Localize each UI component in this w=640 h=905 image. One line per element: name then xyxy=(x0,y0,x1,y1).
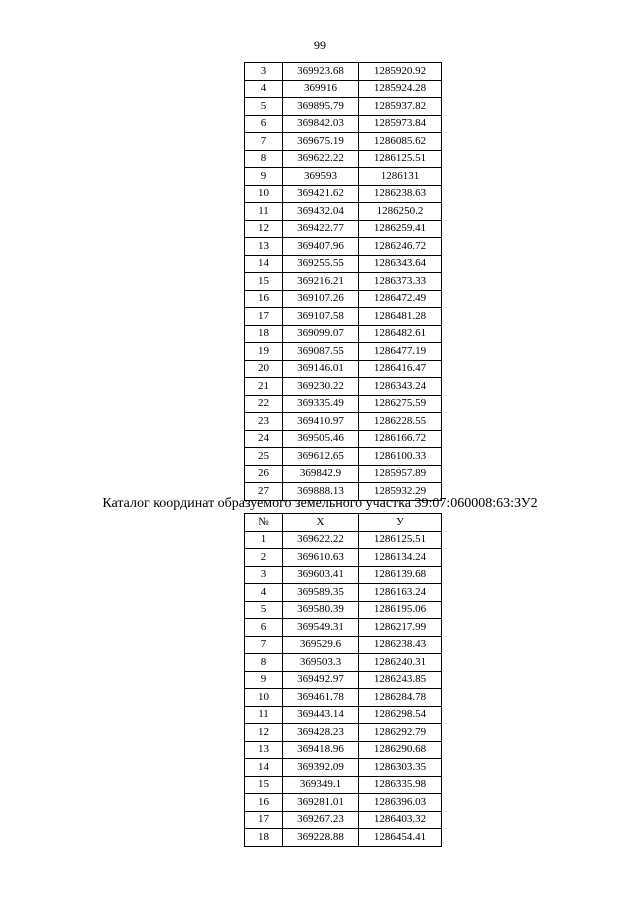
point-number: 23 xyxy=(245,413,283,431)
coord-x: 369255.55 xyxy=(283,255,359,273)
coord-x: 369216.21 xyxy=(283,273,359,291)
coord-x: 369610.63 xyxy=(283,549,359,567)
coord-x: 369923.68 xyxy=(283,63,359,81)
point-number: 4 xyxy=(245,584,283,602)
point-number: 8 xyxy=(245,654,283,672)
coord-y: 1286373.33 xyxy=(359,273,442,291)
point-number: 3 xyxy=(245,63,283,81)
coord-y: 1285957.89 xyxy=(359,465,442,483)
coord-y: 1285937.82 xyxy=(359,98,442,116)
table-row xyxy=(245,811,442,829)
table-row xyxy=(245,168,442,186)
coord-y: 1286403.32 xyxy=(359,811,442,829)
table-row xyxy=(245,80,442,98)
table-row xyxy=(245,273,442,291)
coord-y: 1286238.43 xyxy=(359,636,442,654)
coord-y: 1286292.79 xyxy=(359,724,442,742)
page-number: 99 xyxy=(314,38,326,52)
table-row xyxy=(245,741,442,759)
table-row xyxy=(245,290,442,308)
coord-x: 369589.35 xyxy=(283,584,359,602)
table-row xyxy=(245,636,442,654)
coord-y: 1285924.28 xyxy=(359,80,442,98)
table-row xyxy=(245,706,442,724)
table-row xyxy=(245,448,442,466)
coord-x: 369392.09 xyxy=(283,759,359,777)
point-number: 12 xyxy=(245,220,283,238)
point-number: 8 xyxy=(245,150,283,168)
coord-x: 369107.58 xyxy=(283,308,359,326)
table-row xyxy=(245,238,442,256)
table-row xyxy=(245,220,442,238)
table-row xyxy=(245,566,442,584)
coordinates-table-continued xyxy=(244,62,442,501)
coord-y: 1286472.49 xyxy=(359,290,442,308)
point-number: 7 xyxy=(245,636,283,654)
coord-y: 1286125.51 xyxy=(359,150,442,168)
point-number: 15 xyxy=(245,273,283,291)
table-row xyxy=(245,794,442,812)
coord-x: 369549.31 xyxy=(283,619,359,637)
point-number: 9 xyxy=(245,168,283,186)
table-row xyxy=(245,255,442,273)
point-number: 17 xyxy=(245,308,283,326)
point-number: 11 xyxy=(245,706,283,724)
table-row xyxy=(245,413,442,431)
coord-y: 1286335.98 xyxy=(359,776,442,794)
coord-x: 369503.3 xyxy=(283,654,359,672)
table-row xyxy=(245,203,442,221)
point-number: 7 xyxy=(245,133,283,151)
coord-x: 369421.62 xyxy=(283,185,359,203)
table-row xyxy=(245,724,442,742)
coord-y: 1286125.51 xyxy=(359,531,442,549)
coord-x: 369842.9 xyxy=(283,465,359,483)
coord-x: 369622.22 xyxy=(283,531,359,549)
point-number: 10 xyxy=(245,185,283,203)
point-number: 5 xyxy=(245,98,283,116)
coord-x: 369888.13 xyxy=(283,483,359,501)
point-number: 12 xyxy=(245,724,283,742)
point-number: 27 xyxy=(245,483,283,501)
table-row xyxy=(245,378,442,396)
coord-x: 369281.01 xyxy=(283,794,359,812)
header-number: № xyxy=(245,514,283,532)
table-row xyxy=(245,829,442,847)
coord-x: 369505.46 xyxy=(283,430,359,448)
table-row xyxy=(245,759,442,777)
point-number: 21 xyxy=(245,378,283,396)
point-number: 20 xyxy=(245,360,283,378)
point-number: 14 xyxy=(245,759,283,777)
table-row xyxy=(245,343,442,361)
coord-y: 1286275.59 xyxy=(359,395,442,413)
coord-x: 369612.65 xyxy=(283,448,359,466)
point-number: 22 xyxy=(245,395,283,413)
table-row xyxy=(245,98,442,116)
coord-x: 369842.03 xyxy=(283,115,359,133)
table-row xyxy=(245,654,442,672)
table-row xyxy=(245,360,442,378)
coord-x: 369580.39 xyxy=(283,601,359,619)
coordinates-table-body xyxy=(245,63,442,501)
coord-x: 369407.96 xyxy=(283,238,359,256)
table-row xyxy=(245,671,442,689)
coord-y: 1286290.68 xyxy=(359,741,442,759)
point-number: 6 xyxy=(245,115,283,133)
table-row xyxy=(245,465,442,483)
table-row xyxy=(245,601,442,619)
table-row xyxy=(245,430,442,448)
coord-x: 369443.14 xyxy=(283,706,359,724)
coord-x: 369675.19 xyxy=(283,133,359,151)
coord-x: 369603.41 xyxy=(283,566,359,584)
coord-y: 1286100.33 xyxy=(359,448,442,466)
coord-x: 369422.77 xyxy=(283,220,359,238)
coord-x: 369099.07 xyxy=(283,325,359,343)
table-row xyxy=(245,150,442,168)
point-number: 11 xyxy=(245,203,283,221)
coord-y: 1286228.55 xyxy=(359,413,442,431)
coord-y: 1286195.06 xyxy=(359,601,442,619)
coord-y: 1286481.28 xyxy=(359,308,442,326)
point-number: 1 xyxy=(245,531,283,549)
coord-y: 1286217.99 xyxy=(359,619,442,637)
coord-x: 369418.96 xyxy=(283,741,359,759)
coord-x: 369230.22 xyxy=(283,378,359,396)
table-row xyxy=(245,531,442,549)
coord-y: 1286166.72 xyxy=(359,430,442,448)
point-number: 26 xyxy=(245,465,283,483)
point-number: 13 xyxy=(245,238,283,256)
table-row xyxy=(245,549,442,567)
coordinates-table-zu2 xyxy=(244,513,442,847)
coord-x: 369492.97 xyxy=(283,671,359,689)
point-number: 16 xyxy=(245,290,283,308)
table-row xyxy=(245,584,442,602)
point-number: 5 xyxy=(245,601,283,619)
catalog-title: Каталог координат образуемого земельного участка 39:07:060008:63:ЗУ2 xyxy=(102,496,538,511)
coord-y: 1286139.68 xyxy=(359,566,442,584)
coord-x: 369107.26 xyxy=(283,290,359,308)
coord-y: 1286250.2 xyxy=(359,203,442,221)
point-number: 17 xyxy=(245,811,283,829)
coord-x: 369432.04 xyxy=(283,203,359,221)
coord-y: 1286259.41 xyxy=(359,220,442,238)
coord-y: 1286134.24 xyxy=(359,549,442,567)
coord-y: 1286416.47 xyxy=(359,360,442,378)
coord-y: 1286240.31 xyxy=(359,654,442,672)
coord-x: 369428.23 xyxy=(283,724,359,742)
point-number: 6 xyxy=(245,619,283,637)
point-number: 15 xyxy=(245,776,283,794)
table-row xyxy=(245,185,442,203)
coord-x: 369349.1 xyxy=(283,776,359,794)
coord-x: 369895.79 xyxy=(283,98,359,116)
coord-y: 1286477.19 xyxy=(359,343,442,361)
coord-x: 369087.55 xyxy=(283,343,359,361)
coord-y: 1286454.41 xyxy=(359,829,442,847)
point-number: 18 xyxy=(245,325,283,343)
table-row xyxy=(245,325,442,343)
coord-x: 369622.22 xyxy=(283,150,359,168)
coord-y: 1286482.61 xyxy=(359,325,442,343)
coord-x: 369410.97 xyxy=(283,413,359,431)
point-number: 13 xyxy=(245,741,283,759)
coord-x: 369228.88 xyxy=(283,829,359,847)
point-number: 3 xyxy=(245,566,283,584)
point-number: 14 xyxy=(245,255,283,273)
table-row xyxy=(245,308,442,326)
table-row xyxy=(245,395,442,413)
coord-x: 369146.01 xyxy=(283,360,359,378)
coord-y: 1286396.03 xyxy=(359,794,442,812)
table-row xyxy=(245,63,442,81)
coordinates-table-body xyxy=(245,531,442,846)
table-row xyxy=(245,689,442,707)
coord-x: 369593 xyxy=(283,168,359,186)
table-header-row xyxy=(245,514,442,532)
header-y: У xyxy=(359,514,442,532)
point-number: 10 xyxy=(245,689,283,707)
coord-x: 369461.78 xyxy=(283,689,359,707)
point-number: 25 xyxy=(245,448,283,466)
table-row xyxy=(245,776,442,794)
coord-y: 1286284.78 xyxy=(359,689,442,707)
coord-y: 1286085.62 xyxy=(359,133,442,151)
coord-x: 369267.23 xyxy=(283,811,359,829)
coord-y: 1286343.64 xyxy=(359,255,442,273)
coord-y: 1286243.85 xyxy=(359,671,442,689)
coord-y: 1285932.29 xyxy=(359,483,442,501)
coord-y: 1286246.72 xyxy=(359,238,442,256)
point-number: 16 xyxy=(245,794,283,812)
table-row xyxy=(245,115,442,133)
header-x: X xyxy=(283,514,359,532)
coord-y: 1286298.54 xyxy=(359,706,442,724)
point-number: 4 xyxy=(245,80,283,98)
point-number: 18 xyxy=(245,829,283,847)
coord-y: 1286343.24 xyxy=(359,378,442,396)
coord-x: 369335.49 xyxy=(283,395,359,413)
table-row xyxy=(245,133,442,151)
coord-y: 1286131 xyxy=(359,168,442,186)
point-number: 19 xyxy=(245,343,283,361)
table-row xyxy=(245,619,442,637)
coord-y: 1286303.35 xyxy=(359,759,442,777)
point-number: 24 xyxy=(245,430,283,448)
point-number: 2 xyxy=(245,549,283,567)
coord-y: 1286163.24 xyxy=(359,584,442,602)
coord-y: 1285920.92 xyxy=(359,63,442,81)
coord-y: 1285973.84 xyxy=(359,115,442,133)
coord-x: 369916 xyxy=(283,80,359,98)
coord-y: 1286238.63 xyxy=(359,185,442,203)
point-number: 9 xyxy=(245,671,283,689)
coord-x: 369529.6 xyxy=(283,636,359,654)
